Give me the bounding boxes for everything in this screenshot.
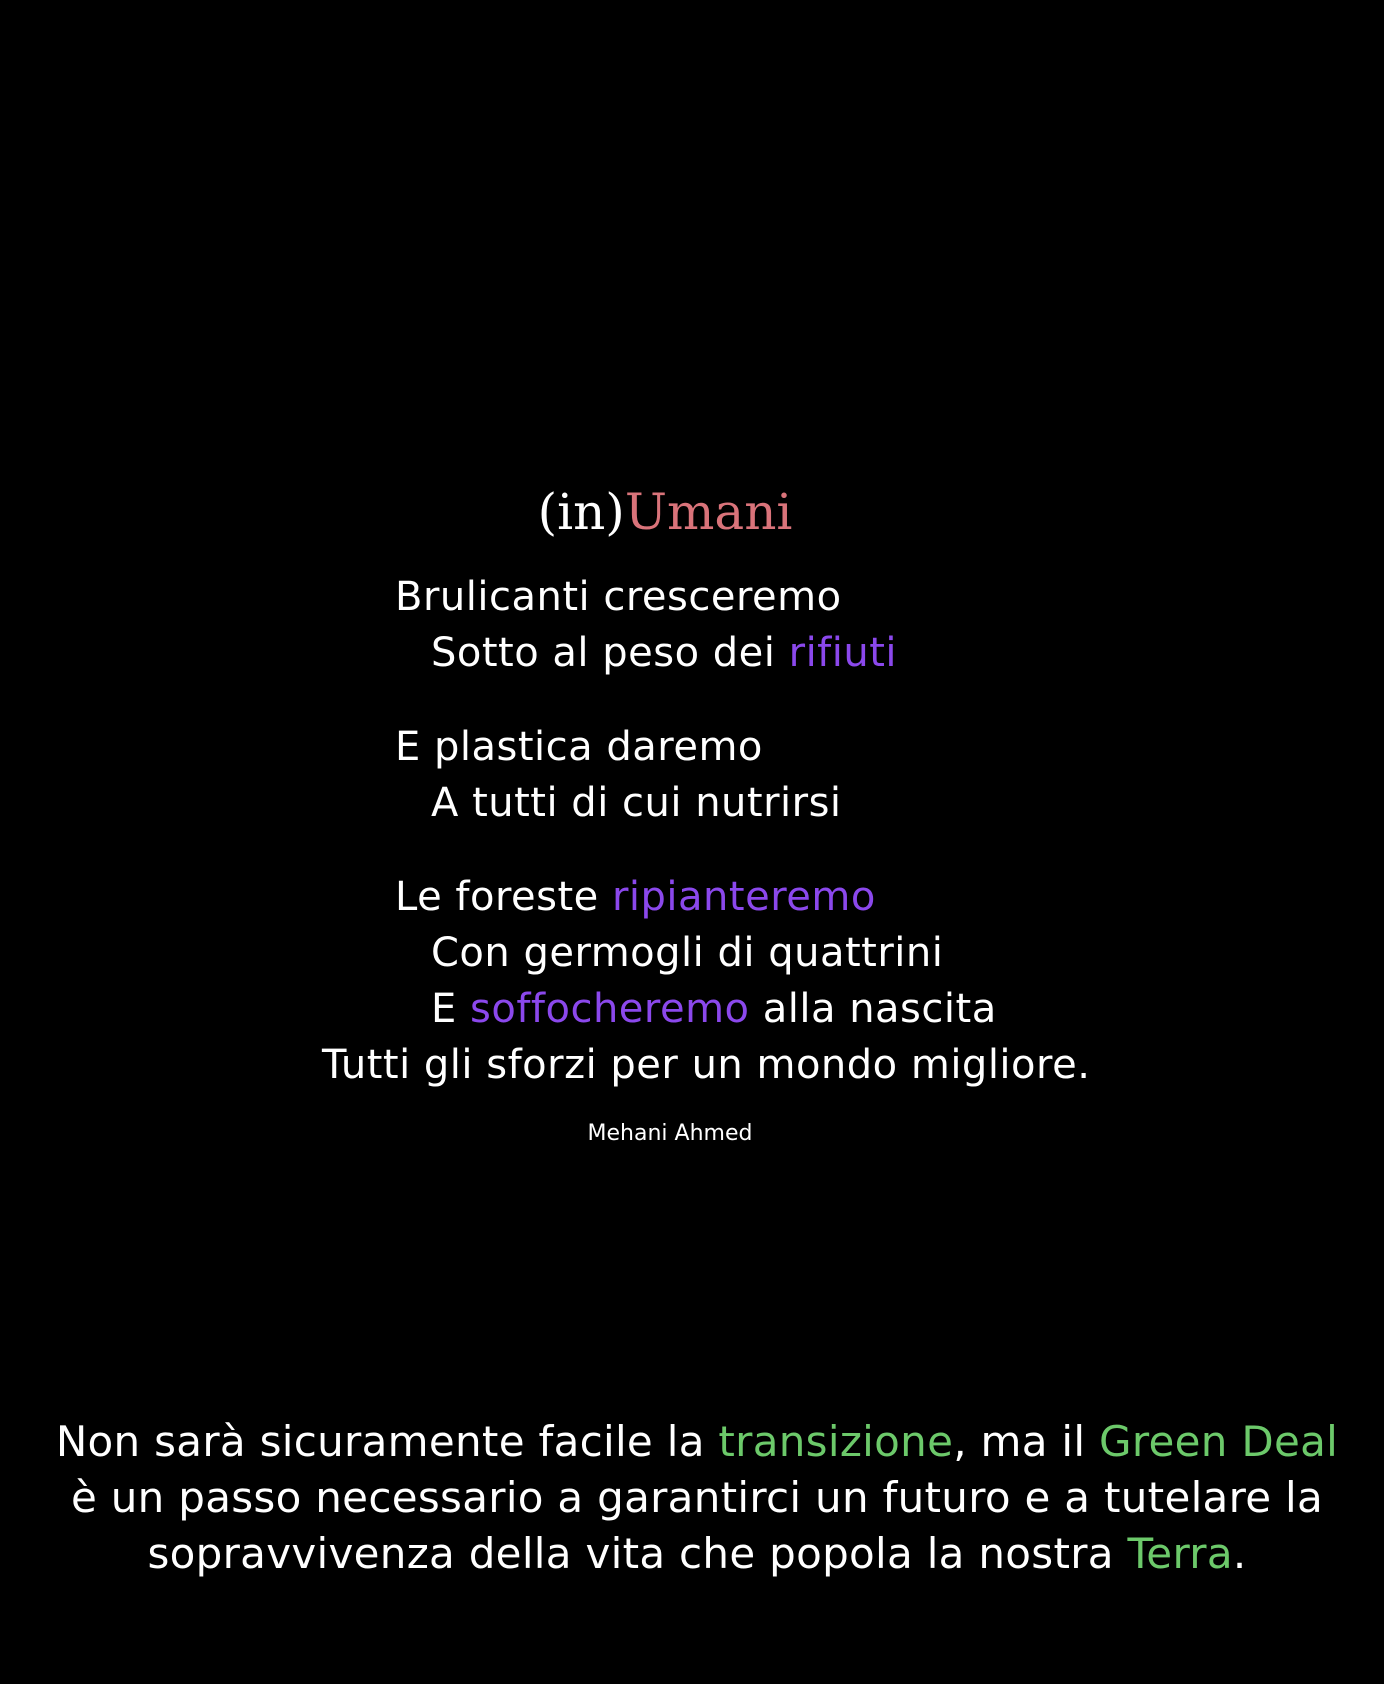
highlight-rifiuti: rifiuti [788,630,898,676]
poem-title [0,482,1330,542]
closing-paragraph [52,1414,1342,1582]
stanza-3-line-3-start: E [431,986,470,1032]
poem-author: Mehani Ahmed [587,1121,753,1146]
poem-title-accent: Umani [624,483,793,541]
stanza-3-line-2: Con germogli di quattrini [431,930,944,976]
highlight-soffocheremo: soffocheremo [470,986,750,1032]
stanza-3-line-3 [395,981,997,1037]
stanza-3-line-3-end: alla nascita [749,986,997,1032]
stanza-1 [395,569,897,681]
stanza-3 [395,869,997,1037]
closing-text-1: Non sarà sicuramente facile la [55,1417,719,1466]
stanza-1-line-1: Brulicanti cresceremo [395,574,842,620]
stanza-2-line-2: A tutti di cui nutrirsi [431,780,842,826]
closing-text-3: è un passo necessario a garantirci un futuro e a tutelare la sopravvivenza della vita che popola la nostra [70,1473,1324,1578]
stanza-2 [395,719,842,831]
highlight-transizione: transizione [718,1417,954,1466]
stanza-1-line-2-text: Sotto al peso dei [431,630,789,676]
poem-last-line: Tutti gli sforzi per un mondo migliore. [322,1042,1091,1088]
closing-text-4: . [1232,1529,1247,1578]
highlight-green-deal: Green Deal [1099,1417,1339,1466]
poem-title-prefix: (in) [537,483,625,541]
stanza-2-line-1: E plastica daremo [395,724,763,770]
stanza-3-line-1 [395,869,997,925]
closing-text-2: , ma il [953,1417,1100,1466]
highlight-ripianteremo: ripianteremo [611,874,876,920]
stanza-1-line-2 [395,625,897,681]
stanza-3-line-1-text: Le foreste [395,874,612,920]
highlight-terra: Terra [1127,1529,1233,1578]
